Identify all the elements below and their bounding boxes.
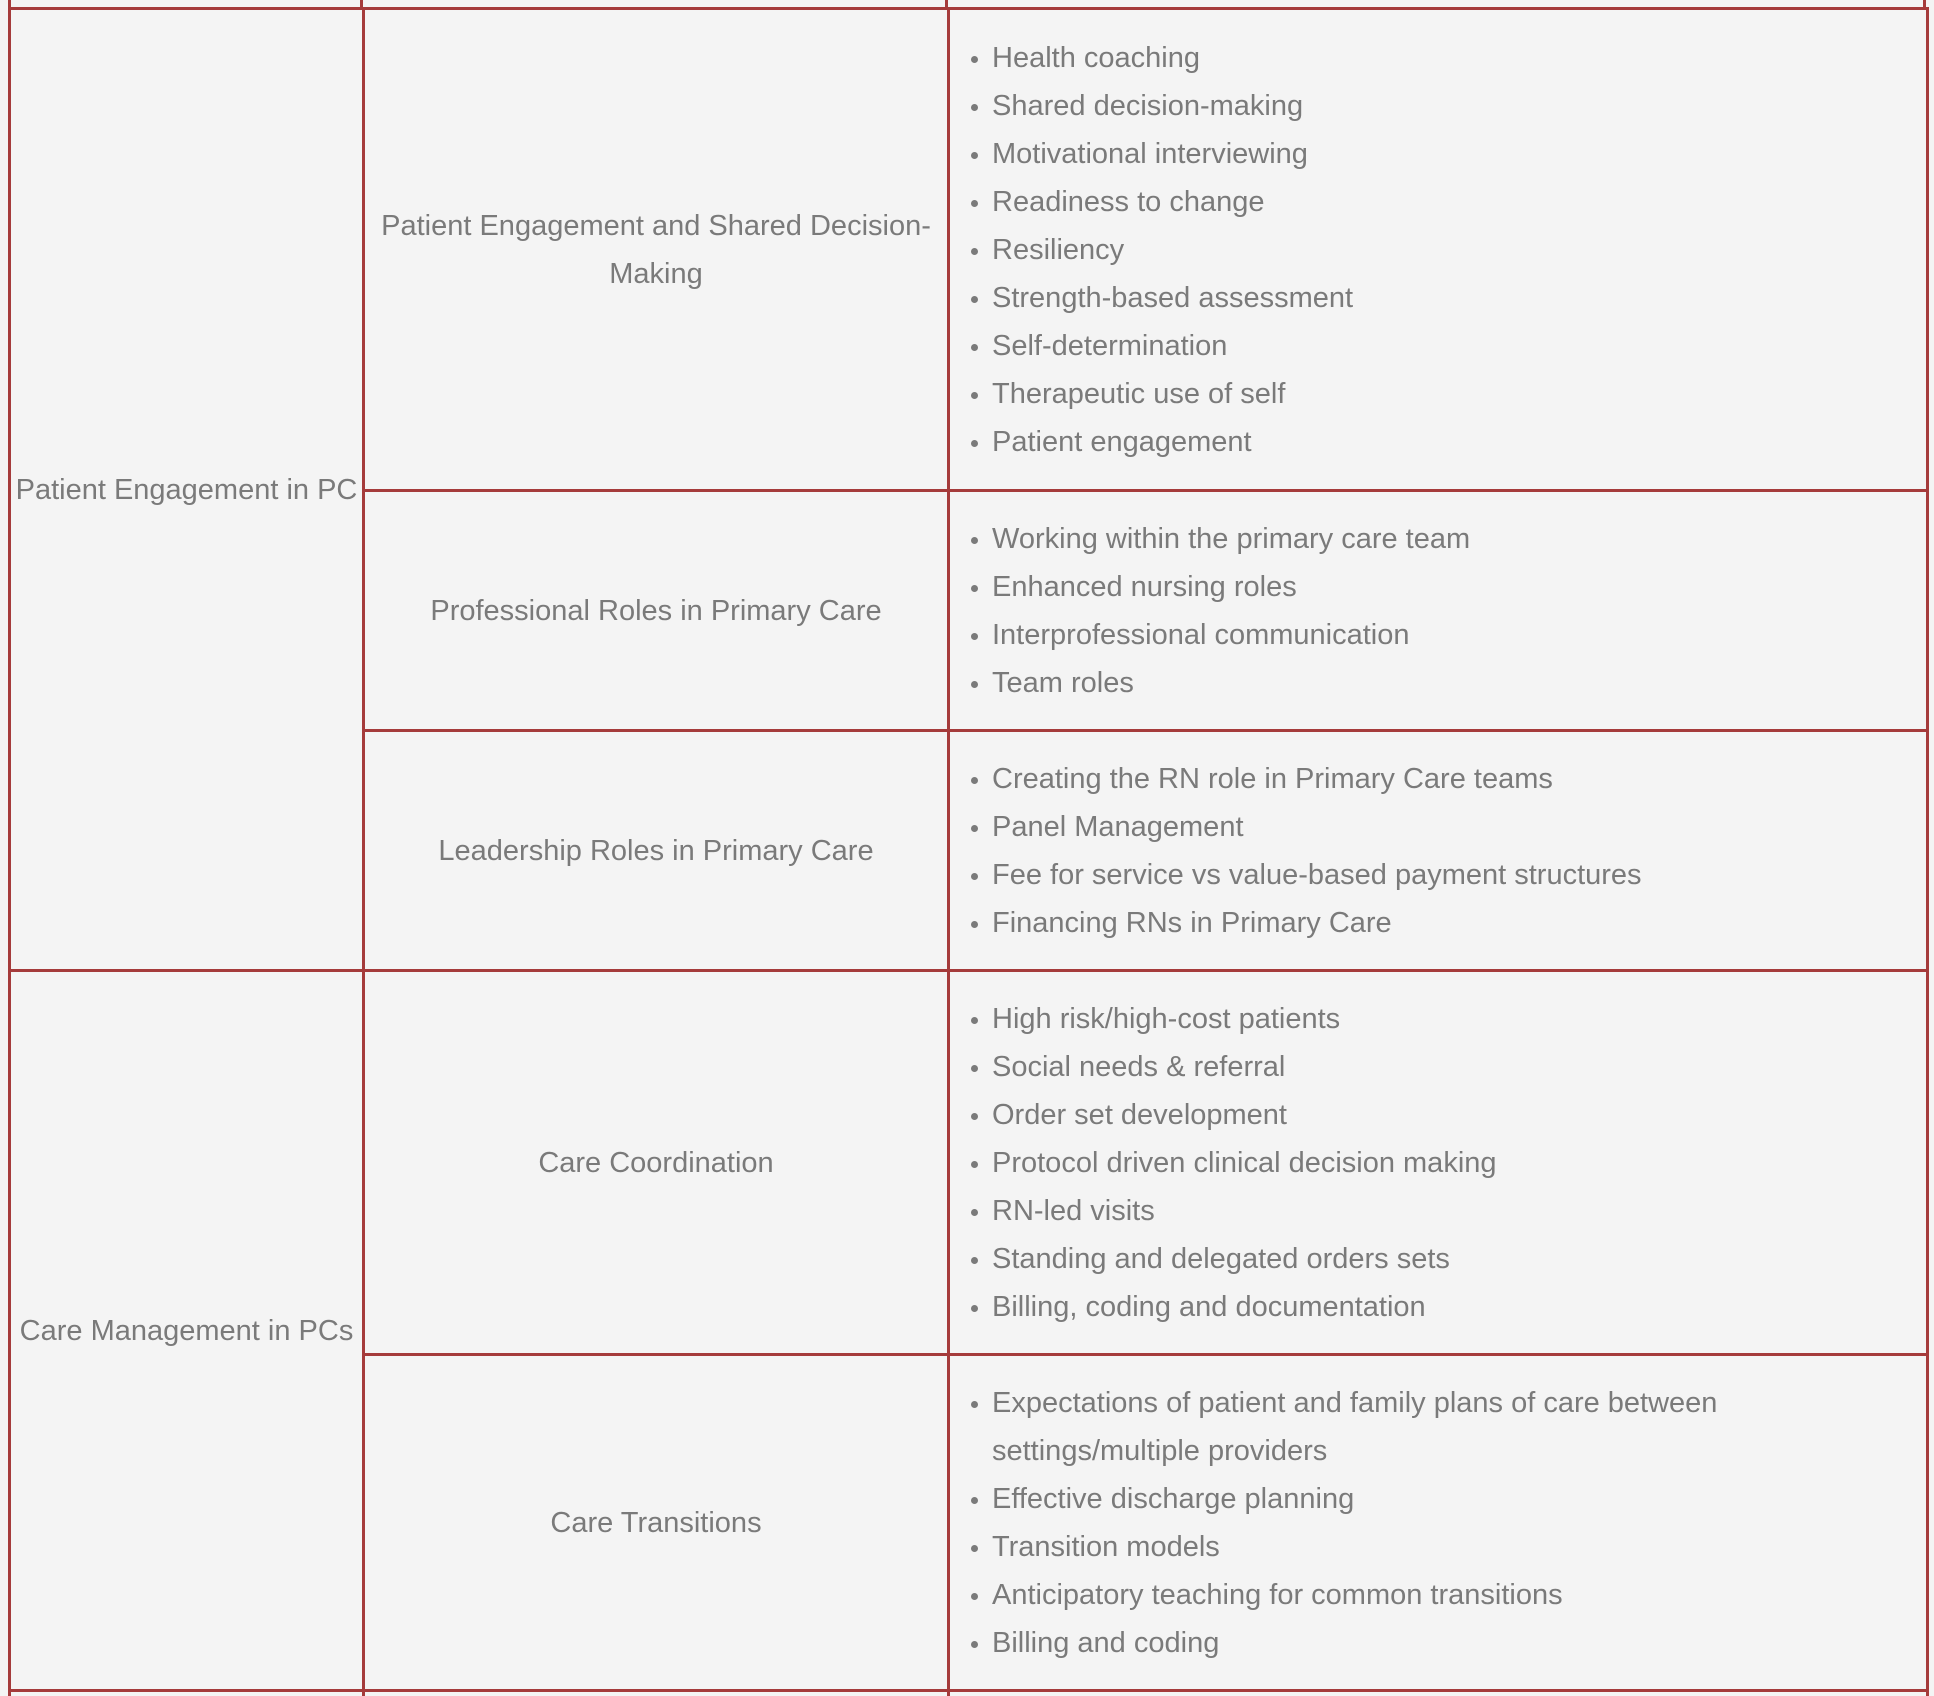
list-item: • Self-determination bbox=[992, 322, 1926, 370]
topic-label: Professional Roles in Primary Care bbox=[430, 594, 882, 627]
list-item: • Health coaching bbox=[992, 34, 1926, 82]
item-list bbox=[950, 1379, 1926, 1667]
list-item: • Expectations of patient and family plans of care between settings/multiple providers bbox=[992, 1379, 1926, 1475]
curriculum-table bbox=[8, 7, 1929, 1696]
items-cell bbox=[949, 971, 1928, 1355]
list-item: • Financing RNs in Primary Care bbox=[992, 899, 1926, 947]
items-cell bbox=[949, 731, 1928, 971]
items-cell bbox=[949, 1355, 1928, 1691]
list-item: • Patient engagement bbox=[992, 418, 1926, 466]
list-item: • Standing and delegated orders sets bbox=[992, 1235, 1926, 1283]
list-item: • Creating the RN role in Primary Care teams bbox=[992, 755, 1926, 803]
list-item: • Transition models bbox=[992, 1523, 1926, 1571]
list-item: • Billing, coding and documentation bbox=[992, 1283, 1926, 1331]
domain-label: Care Management in PCs bbox=[19, 1314, 354, 1347]
topic-label: Leadership Roles in Primary Care bbox=[438, 834, 874, 867]
list-item: • Fee for service vs value-based payment structures bbox=[992, 851, 1926, 899]
next-row-cell bbox=[364, 1691, 949, 1696]
list-item: • Readiness to change bbox=[992, 178, 1926, 226]
list-item: • Strength-based assessment bbox=[992, 274, 1926, 322]
table-row bbox=[10, 9, 1928, 491]
list-item: • Enhanced nursing roles bbox=[992, 563, 1926, 611]
table-row bbox=[10, 1691, 1928, 1696]
items-cell bbox=[949, 9, 1928, 491]
list-item: • Motivational interviewing bbox=[992, 130, 1926, 178]
domain-cell bbox=[10, 9, 364, 971]
list-item: • Anticipatory teaching for common transitions bbox=[992, 1571, 1926, 1619]
previous-row-fragment bbox=[8, 0, 1926, 7]
next-row-cell bbox=[949, 1691, 1928, 1696]
topic-cell bbox=[364, 1355, 949, 1691]
list-item: • Panel Management bbox=[992, 803, 1926, 851]
topic-label: Care Transitions bbox=[550, 1506, 762, 1539]
item-list bbox=[950, 34, 1926, 466]
list-item: • Interprofessional communication bbox=[992, 611, 1926, 659]
list-item: • Therapeutic use of self bbox=[992, 370, 1926, 418]
list-item: • RN-led visits bbox=[992, 1187, 1926, 1235]
list-item: • Shared decision-making bbox=[992, 82, 1926, 130]
domain-label: Patient Engagement in PC bbox=[15, 473, 358, 506]
topic-cell bbox=[364, 9, 949, 491]
table-row bbox=[10, 971, 1928, 1355]
list-item: • High risk/high-cost patients bbox=[992, 995, 1926, 1043]
list-item: • Effective discharge planning bbox=[992, 1475, 1926, 1523]
list-item: • Order set development bbox=[992, 1091, 1926, 1139]
item-list bbox=[950, 755, 1926, 947]
item-list bbox=[950, 515, 1926, 707]
list-item: • Team roles bbox=[992, 659, 1926, 707]
list-item: • Billing and coding bbox=[992, 1619, 1926, 1667]
list-item: • Social needs & referral bbox=[992, 1043, 1926, 1091]
domain-cell bbox=[10, 971, 364, 1691]
topic-label: Patient Engagement and Shared Decision-Making bbox=[381, 209, 931, 290]
item-list bbox=[950, 995, 1926, 1331]
items-cell bbox=[949, 491, 1928, 731]
topic-cell bbox=[364, 971, 949, 1355]
list-item: • Protocol driven clinical decision making bbox=[992, 1139, 1926, 1187]
next-row-cell bbox=[10, 1691, 364, 1696]
list-item: • Resiliency bbox=[992, 226, 1926, 274]
topic-cell bbox=[364, 731, 949, 971]
topic-label: Care Coordination bbox=[538, 1146, 774, 1179]
topic-cell bbox=[364, 491, 949, 731]
list-item: • Working within the primary care team bbox=[992, 515, 1926, 563]
